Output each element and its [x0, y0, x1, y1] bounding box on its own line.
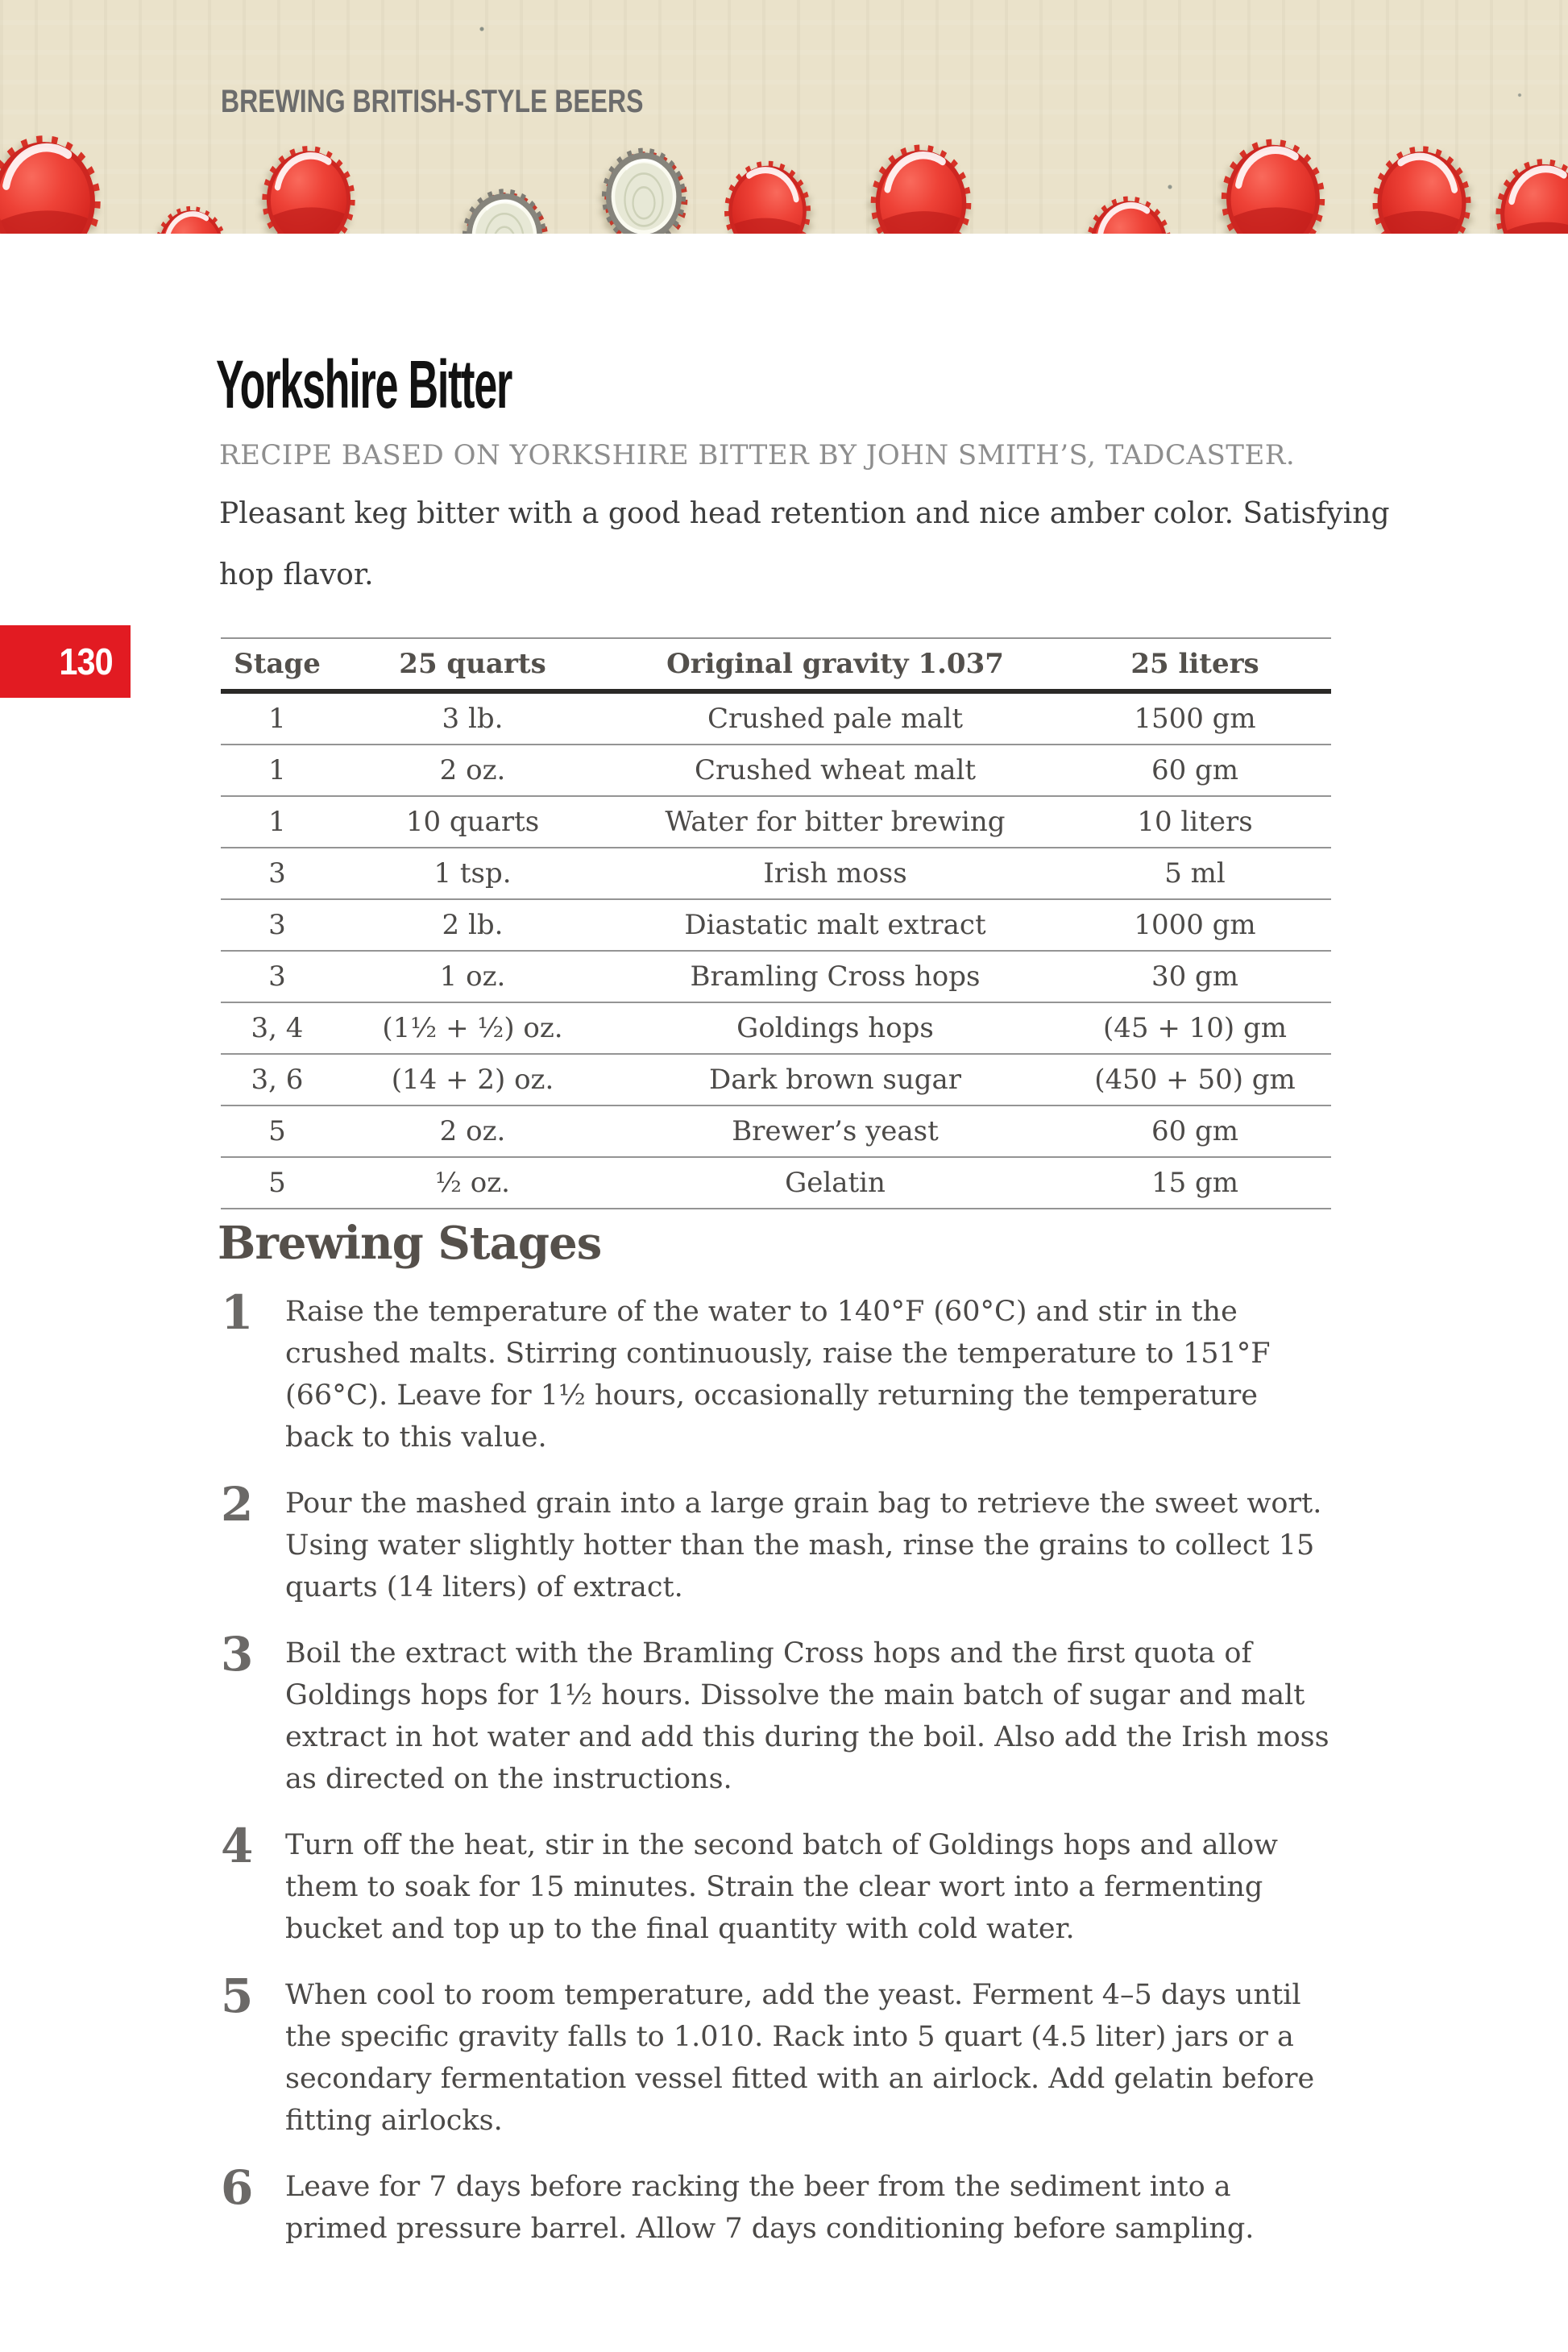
- bottle-cap-icon: [1217, 135, 1329, 234]
- table-cell: 15 gm: [1151, 1167, 1239, 1199]
- table-cell: (1½ + ½) oz.: [382, 1012, 563, 1044]
- table-cell: Dark brown sugar: [708, 1064, 962, 1096]
- table-cell: Goldings hops: [736, 1012, 934, 1044]
- table-cell: 1: [268, 703, 286, 735]
- table-cell: 1: [268, 806, 286, 838]
- step-text: Boil the extract with the Bramling Cross hops and the first quota of Goldings hops for 1½ hours. Dissolve the main batch of sugar and malt extract in hot water and add this during the boil. Also add the Irish moss as directed on the instructions.: [285, 1637, 1329, 1795]
- bottle-cap-icon: [1369, 142, 1475, 234]
- step-number: 2: [221, 1477, 254, 1532]
- table-cell: Crushed pale malt: [707, 703, 964, 735]
- table-cell: 5: [268, 1167, 286, 1199]
- table-cell: 1 tsp.: [433, 857, 512, 890]
- step-item: [221, 1477, 1331, 1608]
- table-cell: (14 + 2) oz.: [391, 1064, 554, 1096]
- table-cell: 2 oz.: [439, 754, 506, 786]
- table-row: [221, 900, 1331, 952]
- table-cell: 30 gm: [1151, 960, 1239, 993]
- bottle-cap-icon: [721, 157, 814, 234]
- page-number: 130: [59, 641, 113, 682]
- table-cell: 1000 gm: [1134, 909, 1256, 941]
- table-row: [221, 1106, 1331, 1158]
- step-text: Pour the mashed grain into a large grain bag to retrieve the sweet wort. Using water slightly hotter than the mash, rinse the grains to collect 15 quarts (14 liters) of extract.: [285, 1487, 1322, 1603]
- table-cell: 3, 4: [251, 1012, 304, 1044]
- table-row: [221, 694, 1331, 745]
- table-cell: Brewer’s yeast: [732, 1115, 939, 1147]
- table-cell: 5: [268, 1115, 286, 1147]
- bottle-cap-icon: [867, 140, 975, 234]
- brewing-steps-list: [221, 1285, 1331, 2274]
- step-item: [221, 1285, 1331, 1458]
- table-cell: (450 + 50) gm: [1094, 1064, 1296, 1096]
- column-header-stage: Stage: [234, 648, 321, 680]
- table-cell: Bramling Cross hops: [690, 960, 981, 993]
- step-text: Leave for 7 days before racking the beer from the sediment into a primed pressure barrel. Allow 7 days conditioning before sampling.: [285, 2171, 1255, 2245]
- step-number: 3: [221, 1627, 254, 1682]
- table-cell: 1500 gm: [1134, 703, 1256, 735]
- table-header-row: [221, 637, 1331, 694]
- table-row: [221, 1158, 1331, 1209]
- table-cell: 10 quarts: [405, 806, 540, 838]
- header-band: [0, 0, 1568, 234]
- step-item: [221, 1627, 1331, 1800]
- table-cell: 1 oz.: [439, 960, 506, 993]
- bottle-cap-icon: [259, 142, 359, 234]
- step-text: Raise the temperature of the water to 140°F (60°C) and stir in the crushed malts. Stirring continuously, raise the temperature to 151°F (66°C). Leave for 1½ hours, occasionally returning the temperature back to this value.: [285, 1296, 1271, 1454]
- bottle-cap-icon: [1083, 193, 1175, 234]
- recipe-subtitle: RECIPE BASED ON YORKSHIRE BITTER BY JOHN SMITH’S, TADCASTER.: [219, 439, 1296, 471]
- page-number-tab: [0, 625, 131, 698]
- bottle-cap-icon: [152, 203, 230, 234]
- table-row: [221, 1055, 1331, 1106]
- table-cell: 3: [268, 960, 286, 993]
- table-cell: 3: [268, 857, 286, 890]
- table-cell: 1: [268, 754, 286, 786]
- table-cell: 2 lb.: [442, 909, 504, 941]
- bottle-cap-inside-icon: [459, 185, 550, 234]
- step-number: 1: [221, 1285, 254, 1340]
- table-row: [221, 952, 1331, 1003]
- table-row: [221, 1003, 1331, 1055]
- table-row: [221, 745, 1331, 797]
- table-row: [221, 797, 1331, 848]
- table-cell: 3: [268, 909, 286, 941]
- bottle-cap-icon: [0, 131, 105, 234]
- step-item: [221, 1968, 1331, 2142]
- table-cell: ½ oz.: [435, 1167, 510, 1199]
- table-cell: 5 ml: [1164, 857, 1226, 890]
- column-header-quarts: 25 quarts: [399, 648, 546, 680]
- table-cell: 60 gm: [1151, 1115, 1239, 1147]
- table-cell: 60 gm: [1151, 754, 1239, 786]
- stages-heading: Brewing Stages: [218, 1217, 602, 1270]
- table-cell: Diastatic malt extract: [684, 909, 986, 941]
- step-number: 6: [221, 2160, 254, 2215]
- table-cell: Water for bitter brewing: [665, 806, 1006, 838]
- table-cell: 3 lb.: [442, 703, 504, 735]
- step-text: When cool to room temperature, add the yeast. Ferment 4–5 days until the specific gravity falls to 1.010. Rack into 5 quart (4.5 liter) jars or a secondary fermentation vessel fitted with an airlock. Add gelatin before fitting airlocks.: [285, 1979, 1315, 2137]
- bottle-cap-inside-icon: [599, 144, 689, 234]
- step-number: 4: [221, 1819, 254, 1873]
- table-cell: 3, 6: [251, 1064, 304, 1096]
- table-cell: 10 liters: [1137, 806, 1253, 838]
- book-title: BREWING BRITISH-STYLE BEERS: [221, 84, 644, 119]
- bottle-cap-icon: [1492, 155, 1568, 234]
- step-item: [221, 1819, 1331, 1950]
- column-header-liters: 25 liters: [1130, 648, 1259, 680]
- recipe-title: Yorkshire Bitter: [216, 346, 512, 422]
- table-cell: Crushed wheat malt: [694, 754, 977, 786]
- column-header-ingredient: Original gravity 1.037: [666, 648, 1004, 680]
- table-cell: 2 oz.: [439, 1115, 506, 1147]
- step-number: 5: [221, 1968, 254, 2023]
- table-cell: Gelatin: [785, 1167, 886, 1199]
- ingredients-table: [221, 637, 1331, 1209]
- table-body: [221, 694, 1331, 1209]
- table-cell: Irish moss: [763, 857, 907, 890]
- table-cell: (45 + 10) gm: [1103, 1012, 1287, 1044]
- recipe-description: Pleasant keg bitter with a good head retention and nice amber color. Satisfying hop flavor.: [219, 497, 1390, 591]
- table-row: [221, 848, 1331, 900]
- step-item: [221, 2160, 1331, 2250]
- step-text: Turn off the heat, stir in the second batch of Goldings hops and allow them to soak for 15 minutes. Strain the clear wort into a fermenting bucket and top up to the final quantity with cold water.: [285, 1829, 1278, 1945]
